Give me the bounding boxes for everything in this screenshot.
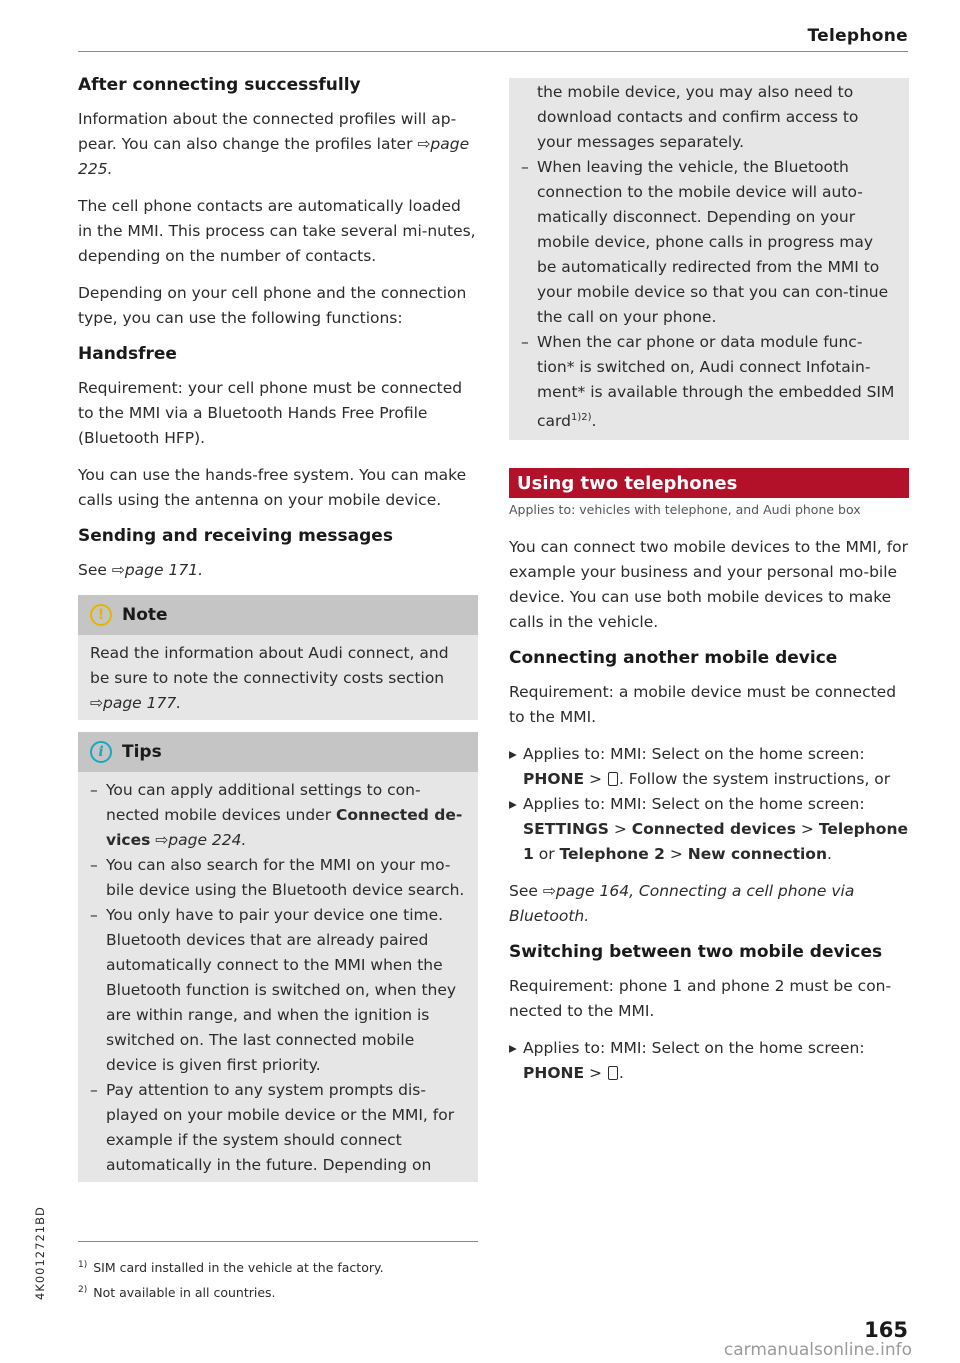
tips-header bbox=[78, 732, 478, 772]
tips-item: – You can also search for the MMI on your mo-bile device using the Bluetooth device search. bbox=[90, 853, 466, 903]
tips-body bbox=[78, 772, 478, 1182]
page-ref-171[interactable]: ⇨page 171. bbox=[111, 560, 203, 579]
footnote-rule bbox=[78, 1241, 478, 1242]
switch-phone-icon bbox=[608, 1066, 618, 1080]
tips-item: – You only have to pair your device one time. Bluetooth devices that are already paired automatically connect to the MMI when the Bluetooth function is switched on, when they are within range, and when the ignition is switched on. The last connected mobile device is given first priority. bbox=[90, 903, 466, 1078]
after-connecting-heading: After connecting successfully bbox=[78, 75, 361, 95]
new-connection-label: New connection bbox=[687, 845, 827, 864]
connected-devices-label: Connected devices bbox=[631, 820, 796, 839]
note-box bbox=[78, 595, 478, 720]
messages-heading: Sending and receiving messages bbox=[78, 525, 393, 546]
paragraph-requirement-switch: Requirement: phone 1 and phone 2 must be con-nected to the MMI. bbox=[509, 977, 892, 1021]
applies-to-note: Applies to: vehicles with telephone, and Audi phone box bbox=[509, 502, 861, 518]
phone-menu-label: PHONE bbox=[523, 1064, 585, 1083]
switching-heading: Switching between two mobile devices bbox=[509, 942, 883, 963]
right-column bbox=[509, 74, 909, 1098]
note-label: Note bbox=[122, 604, 168, 625]
step-item: ▸ Applies to: MMI: Select on the home screen: PHONE > . Follow the system instructions, or bbox=[509, 742, 909, 792]
page-ref-177[interactable]: ⇨page 177. bbox=[90, 693, 182, 712]
footnote-marker: 1)2) bbox=[570, 412, 592, 423]
tips-list bbox=[90, 778, 466, 1178]
footnote: $^{2)}$ Not available in all countries. bbox=[78, 1285, 276, 1301]
paragraph-profiles: Information about the connected profiles will ap-pear. You can also change the profiles later ⇨page 225. bbox=[78, 109, 470, 178]
handsfree-heading: Handsfree bbox=[78, 343, 177, 364]
note-header bbox=[78, 595, 478, 635]
connect-steps bbox=[509, 742, 909, 867]
note-body: Read the information about Audi connect, and be sure to note the connectivity costs section ⇨page 177. bbox=[90, 643, 449, 712]
phone-menu-label: PHONE bbox=[523, 770, 585, 789]
telephone-2-label: Telephone 2 bbox=[559, 845, 665, 864]
tips-continued-text: the mobile device, you may also need to download contacts and confirm access to your messages separately. bbox=[537, 83, 859, 151]
telephone-1-label: Telephone 1 bbox=[523, 820, 908, 864]
switch-steps bbox=[509, 1036, 909, 1086]
tips-continued-list bbox=[521, 155, 897, 434]
section-title-bar: Using two telephones bbox=[509, 468, 909, 498]
tips-box bbox=[78, 732, 478, 1182]
tips-item: – Pay attention to any system prompts dis-played on your mobile device or the MMI, for example if the system should connect automatically in the future. Depending on bbox=[90, 1078, 466, 1178]
step-item: ▸ Applies to: MMI: Select on the home screen: PHONE > . bbox=[509, 1036, 909, 1086]
footnotes bbox=[78, 1254, 478, 1304]
tips-continuation bbox=[509, 78, 909, 440]
paragraph-requirement-connect: Requirement: a mobile device must be connected to the MMI. bbox=[509, 683, 897, 727]
add-phone-icon bbox=[608, 772, 618, 786]
paragraph-see-164: See ⇨page 164, Connecting a cell phone via Bluetooth. bbox=[509, 882, 855, 926]
footnote: $^{1)}$ SIM card installed in the vehicle at the factory. bbox=[78, 1260, 384, 1276]
paragraph-hfp: Requirement: your cell phone must be connected to the MMI via a Bluetooth Hands Free Profile (Bluetooth HFP). bbox=[78, 378, 463, 447]
page-ref-164[interactable]: ⇨page 164, Connecting a cell phone via Bluetooth. bbox=[509, 882, 855, 926]
running-title: Telephone bbox=[807, 26, 908, 46]
page-ref-224[interactable]: ⇨page 224. bbox=[155, 830, 247, 849]
info-circle-icon: i bbox=[90, 741, 112, 763]
tips-item: – When leaving the vehicle, the Bluetooth connection to the mobile device will auto-matically disconnect. Depending on your mobile device, phone calls in progress may be automatically redirected from the MMI to your mobile device so that you can con-tinue the call on your phone. bbox=[521, 155, 897, 330]
connecting-heading: Connecting another mobile device bbox=[509, 648, 838, 669]
header-rule bbox=[78, 51, 908, 52]
paragraph-handsfree-use: You can use the hands-free system. You can make calls using the antenna on your mobile device. bbox=[78, 465, 467, 509]
settings-menu-label: SETTINGS bbox=[523, 820, 609, 839]
connected-devices-menu-label: Connected de-vices bbox=[106, 805, 463, 849]
page-number: 165 bbox=[864, 1318, 908, 1342]
tips-item: – When the car phone or data module func-tion* is switched on, Audi connect Infotain-ment* is available through the embedded SIM card$^{1)2)}$. bbox=[521, 330, 897, 434]
page-ref-225[interactable]: ⇨page 225. bbox=[78, 134, 470, 178]
tips-item: – You can apply additional settings to con-nected mobile devices under Connected de-vices ⇨page 224. bbox=[90, 778, 466, 853]
document-code: 4K0012721BD bbox=[33, 1206, 47, 1300]
paragraph-functions: Depending on your cell phone and the connection type, you can use the following functions: bbox=[78, 283, 467, 327]
tips-label: Tips bbox=[122, 741, 162, 762]
paragraph-two-devices: You can connect two mobile devices to the MMI, for example your business and your personal mo-bile device. You can use both mobile devices to make calls in the vehicle. bbox=[509, 538, 909, 632]
watermark: carmanualsonline.info bbox=[723, 1340, 912, 1360]
left-column bbox=[78, 74, 478, 1182]
warning-circle-icon: ! bbox=[90, 604, 112, 626]
paragraph-see-171: See ⇨page 171. bbox=[78, 560, 203, 579]
paragraph-contacts: The cell phone contacts are automatically loaded in the MMI. This process can take several mi-nutes, depending on the number of contacts. bbox=[78, 196, 476, 265]
step-item: ▸ Applies to: MMI: Select on the home screen: SETTINGS > Connected devices > Telephone 1 or Telephone 2 > New connection. bbox=[509, 792, 909, 867]
